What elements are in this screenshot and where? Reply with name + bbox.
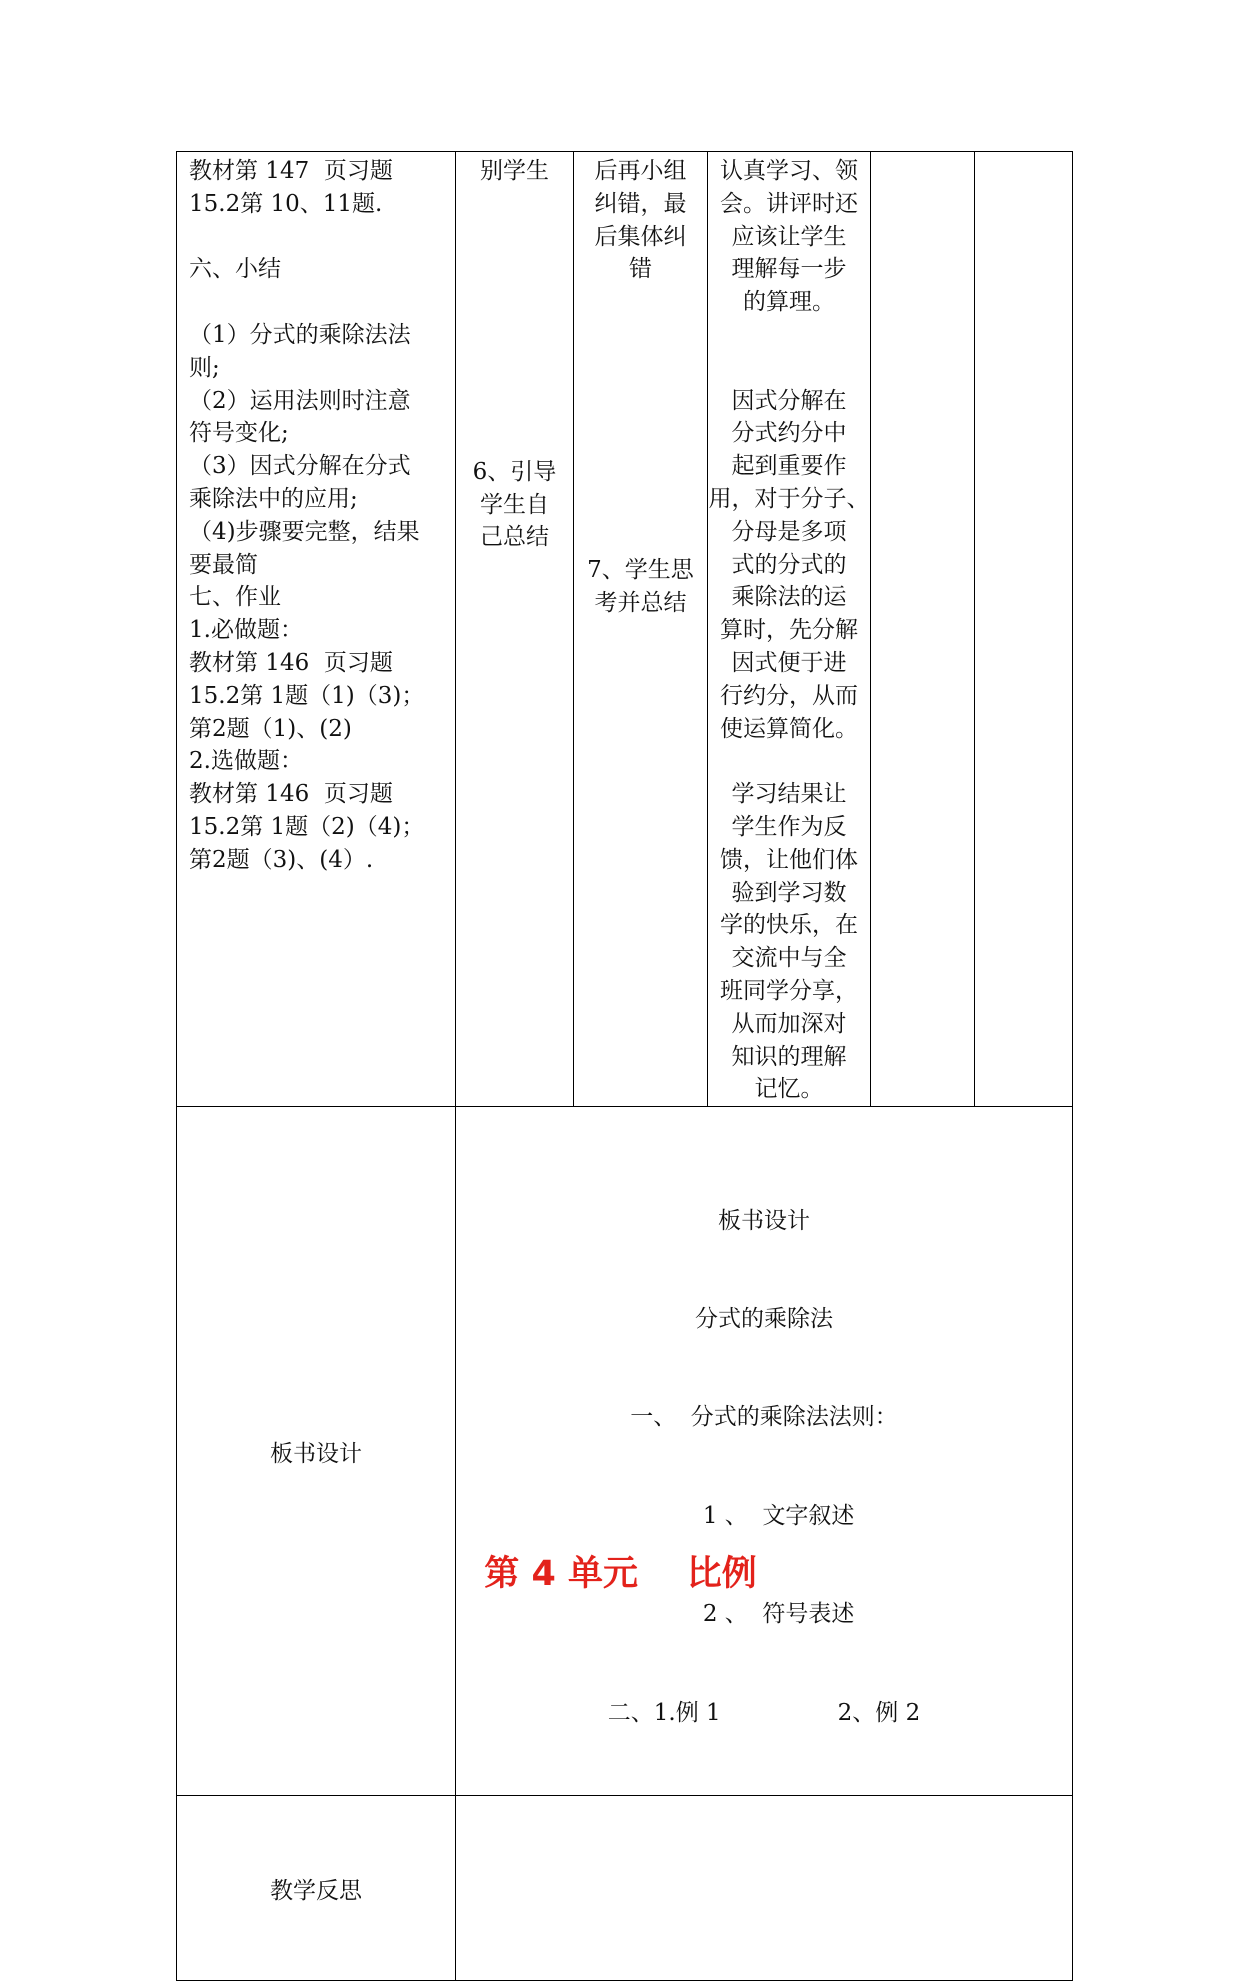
board-line-2: 分式的乘除法 bbox=[695, 1306, 833, 1333]
teacher-activity-bottom: 6、引导 学生自 己总结 bbox=[472, 458, 557, 551]
design-intent-cell bbox=[708, 152, 871, 1107]
board-line-1: 板书设计 bbox=[718, 1207, 810, 1234]
reflection-cell bbox=[456, 1796, 1073, 1981]
teaching-content-text: 教材第 147 页习题 15.2第 10、11题. 六、小结 （1）分式的乘除法法 则; （2）运用法则时注意 符号变化; （3）因式分解在分式 乘除法中的应用; （4)步骤要完整，结果 要最简 七、作业 1.必做题： 教材第 146 页习题 15.2第 1题（1)（3)； 第2题（1)、(2) 2.选做题： 教材第 146 页习题 15.2第 1题（2)（4)； 第2题（3)、(4）. bbox=[189, 158, 425, 873]
lesson-table bbox=[176, 151, 1073, 1981]
reflection-label: 教学反思 bbox=[177, 1796, 456, 1981]
teacher-activity-cell bbox=[456, 152, 574, 1107]
unit-title: 第 4 单元 比例 bbox=[484, 1554, 757, 1594]
board-line-6: 二、1.例 1 2、例 2 bbox=[607, 1699, 921, 1726]
board-design-content bbox=[456, 1107, 1072, 1795]
design-intent-text: 认真学习、领 会。讲评时还 应该让学生 理解每一步 的算理。 因式分解在 分式约分中 起到重要作 用，对于分子、 分母是多项 式的分式的 乘除法的运 算时，先分解 因式便于进 行约分，从而 使运算简化。 学习结果让 学生作为反 馈，让他们体 验到学习数 学的快乐，在 交流中与全 班同学分享， 从而加深对 知识的理解 记忆。 bbox=[708, 158, 870, 1103]
student-activity-bottom: 7、学生思 考并总结 bbox=[587, 557, 694, 616]
board-design-cell bbox=[456, 1107, 1073, 1796]
teaching-content-cell bbox=[177, 152, 456, 1107]
reflection-row bbox=[177, 1796, 1073, 1981]
content-row bbox=[177, 152, 1073, 1107]
teacher-activity-top: 别学生 bbox=[480, 158, 549, 184]
empty-cell-6 bbox=[975, 152, 1073, 1107]
board-line-4: 1 、 文字叙述 bbox=[673, 1502, 855, 1529]
empty-cell-5 bbox=[871, 152, 975, 1107]
board-line-3: 一、 分式的乘除法法则： bbox=[630, 1404, 898, 1431]
board-design-row bbox=[177, 1107, 1073, 1796]
student-activity-top: 后再小组 纠错，最 后集体纠 错 bbox=[594, 158, 687, 283]
student-activity-cell bbox=[574, 152, 708, 1107]
board-design-label: 板书设计 bbox=[177, 1107, 456, 1796]
board-line-5: 2 、 符号表述 bbox=[673, 1601, 855, 1628]
